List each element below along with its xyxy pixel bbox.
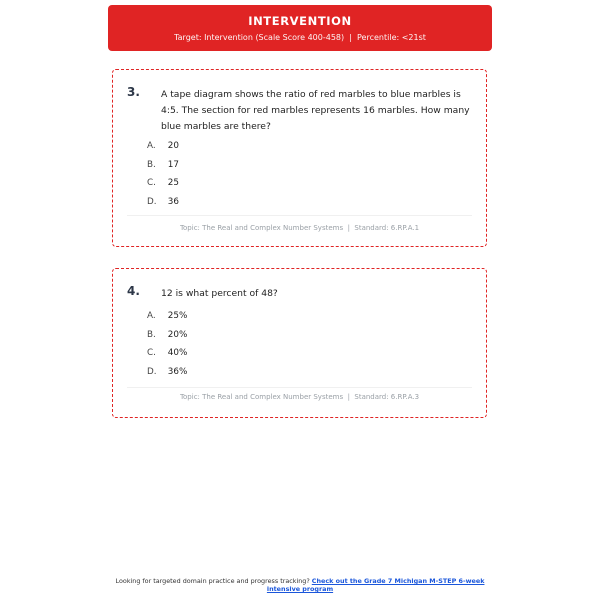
banner-percentile: Percentile: <21st bbox=[357, 33, 426, 42]
card-divider bbox=[127, 387, 472, 388]
program-link[interactable]: Check out the Grade 7 Michigan M-STEP 6-week intensive program bbox=[266, 577, 485, 593]
choice-letter: D. bbox=[147, 196, 157, 207]
choice-text: 25 bbox=[167, 178, 179, 188]
banner-title: INTERVENTION bbox=[248, 14, 352, 28]
choice-text: 20 bbox=[167, 141, 179, 151]
question-standard: Standard: 6.RP.A.3 bbox=[354, 393, 420, 401]
choice-text: 36 bbox=[167, 196, 179, 207]
meta-separator: | bbox=[347, 224, 350, 232]
choice-letter: B. bbox=[147, 329, 156, 340]
footer-text: Looking for targeted domain practice and progress tracking? bbox=[115, 577, 310, 585]
page-footer bbox=[115, 577, 485, 593]
intervention-banner bbox=[108, 5, 492, 51]
meta-separator: | bbox=[347, 393, 350, 401]
answer-choices bbox=[147, 137, 179, 211]
choice-text: 17 bbox=[167, 159, 179, 170]
answer-choice-d[interactable] bbox=[147, 363, 187, 382]
choice-letter: A. bbox=[147, 311, 156, 321]
answer-choice-b[interactable] bbox=[147, 156, 179, 175]
choice-text: 25% bbox=[167, 311, 188, 321]
banner-subtitle bbox=[108, 33, 492, 43]
banner-target: Target: Intervention (Scale Score 400-458) bbox=[174, 33, 345, 42]
choice-letter: D. bbox=[147, 366, 157, 377]
choice-letter: A. bbox=[147, 141, 156, 151]
question-topic: Topic: The Real and Complex Number Systems bbox=[179, 393, 344, 401]
question-number: 4. bbox=[127, 284, 140, 298]
question-card-4 bbox=[112, 268, 487, 418]
answer-choice-b[interactable] bbox=[147, 326, 187, 345]
choice-letter: C. bbox=[147, 178, 156, 188]
choice-letter: C. bbox=[147, 348, 156, 358]
choice-text: 40% bbox=[167, 348, 188, 358]
choice-text: 20% bbox=[167, 329, 188, 340]
question-topic: Topic: The Real and Complex Number Systems bbox=[179, 224, 344, 232]
answer-choice-c[interactable] bbox=[147, 174, 179, 193]
choice-letter: B. bbox=[147, 159, 156, 170]
question-standard: Standard: 6.RP.A.1 bbox=[354, 224, 420, 232]
answer-choice-c[interactable] bbox=[147, 344, 187, 363]
answer-choice-a[interactable] bbox=[147, 137, 179, 156]
question-text: 12 is what percent of 48? bbox=[161, 288, 278, 299]
question-number: 3. bbox=[127, 85, 140, 99]
question-card-3 bbox=[112, 69, 487, 247]
answer-choice-d[interactable] bbox=[147, 193, 179, 212]
banner-separator: | bbox=[349, 33, 352, 42]
answer-choices bbox=[147, 307, 187, 381]
question-text: A tape diagram shows the ratio of red marbles to blue marbles is 4:5. The section for red marbles represents 16 marbles. How many blue marbles are there? bbox=[161, 89, 470, 132]
answer-choice-a[interactable] bbox=[147, 307, 187, 326]
question-meta bbox=[113, 224, 486, 232]
question-meta bbox=[113, 393, 486, 401]
card-divider bbox=[127, 215, 472, 216]
choice-text: 36% bbox=[167, 366, 188, 377]
